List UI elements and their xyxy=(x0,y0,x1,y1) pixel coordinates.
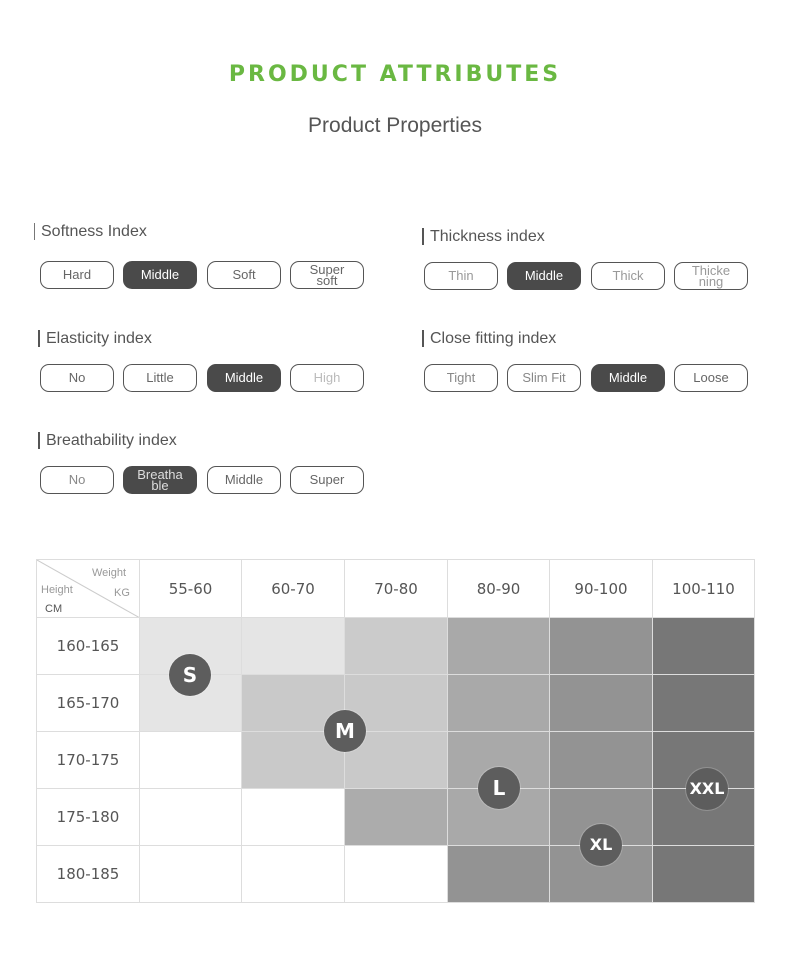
close-fitting-index xyxy=(422,330,762,385)
corner-cm-label: CM xyxy=(45,603,63,615)
option-breathable[interactable] xyxy=(123,466,197,494)
option-super[interactable]: Super xyxy=(290,466,364,494)
corner-height-label: Height xyxy=(41,584,73,596)
option-text: Super soft xyxy=(309,262,345,288)
weight-header: 55-60 xyxy=(140,560,242,618)
option-middle[interactable]: Middle xyxy=(591,364,665,392)
option-tight[interactable]: Tight xyxy=(424,364,498,392)
option-no[interactable]: No xyxy=(40,364,114,392)
option-little[interactable]: Little xyxy=(123,364,197,392)
option-middle[interactable]: Middle xyxy=(207,466,281,494)
height-header: 180-185 xyxy=(37,846,140,903)
weight-header: 70-80 xyxy=(345,560,448,618)
size-badge-s: S xyxy=(169,654,211,696)
elasticity-index xyxy=(38,330,378,385)
weight-header: 60-70 xyxy=(242,560,345,618)
size-cell xyxy=(550,675,653,732)
option-text: Thicke ning xyxy=(691,263,731,289)
page-subtitle: Product Properties xyxy=(308,114,482,137)
size-cell xyxy=(345,846,448,903)
weight-header: 80-90 xyxy=(448,560,550,618)
option-hard[interactable]: Hard xyxy=(40,261,114,289)
option-middle[interactable]: Middle xyxy=(507,262,581,290)
option-middle[interactable]: Middle xyxy=(207,364,281,392)
corner-weight-label: Weight xyxy=(92,567,127,579)
size-badge-xxl: XXL xyxy=(686,768,728,810)
option-thickening[interactable] xyxy=(674,262,748,290)
attribute-label: Softness Index xyxy=(34,223,374,240)
height-header: 170-175 xyxy=(37,732,140,789)
option-high[interactable]: High xyxy=(290,364,364,392)
size-cell xyxy=(140,846,242,903)
size-cell xyxy=(448,618,550,675)
attribute-label: Close fitting index xyxy=(422,330,762,347)
size-cell xyxy=(653,846,755,903)
breathability-index xyxy=(38,432,378,493)
thickness-index xyxy=(422,228,762,289)
size-cell xyxy=(550,732,653,789)
size-cell xyxy=(242,846,345,903)
attribute-label: Elasticity index xyxy=(38,330,378,347)
size-badge-m: M xyxy=(324,710,366,752)
height-header: 165-170 xyxy=(37,675,140,732)
size-cell xyxy=(242,618,345,675)
corner-kg-label: KG xyxy=(114,587,130,599)
size-cell xyxy=(653,618,755,675)
option-thin[interactable]: Thin xyxy=(424,262,498,290)
option-slim-fit[interactable]: Slim Fit xyxy=(507,364,581,392)
weight-header: 100-110 xyxy=(653,560,755,618)
height-header: 160-165 xyxy=(37,618,140,675)
attribute-label: Breathability index xyxy=(38,432,378,449)
option-text: Breatha ble xyxy=(137,467,183,493)
size-cell xyxy=(242,789,345,846)
size-badge-xl: XL xyxy=(580,824,622,866)
size-cell xyxy=(448,675,550,732)
height-header: 175-180 xyxy=(37,789,140,846)
size-cell xyxy=(140,789,242,846)
size-cell xyxy=(448,846,550,903)
size-cell xyxy=(653,675,755,732)
size-chart xyxy=(36,559,755,903)
weight-header: 90-100 xyxy=(550,560,653,618)
option-no[interactable]: No xyxy=(40,466,114,494)
option-super-soft[interactable] xyxy=(290,261,364,289)
softness-index xyxy=(34,223,374,288)
attribute-label: Thickness index xyxy=(422,228,762,245)
option-thick[interactable]: Thick xyxy=(591,262,665,290)
option-loose[interactable]: Loose xyxy=(674,364,748,392)
page-title: PRODUCT ATTRIBUTES xyxy=(228,62,562,87)
corner-cell xyxy=(37,560,140,618)
size-cell xyxy=(550,618,653,675)
size-cell xyxy=(345,618,448,675)
option-middle[interactable]: Middle xyxy=(123,261,197,289)
size-cell xyxy=(140,732,242,789)
size-cell xyxy=(345,789,448,846)
option-soft[interactable]: Soft xyxy=(207,261,281,289)
size-badge-l: L xyxy=(478,767,520,809)
